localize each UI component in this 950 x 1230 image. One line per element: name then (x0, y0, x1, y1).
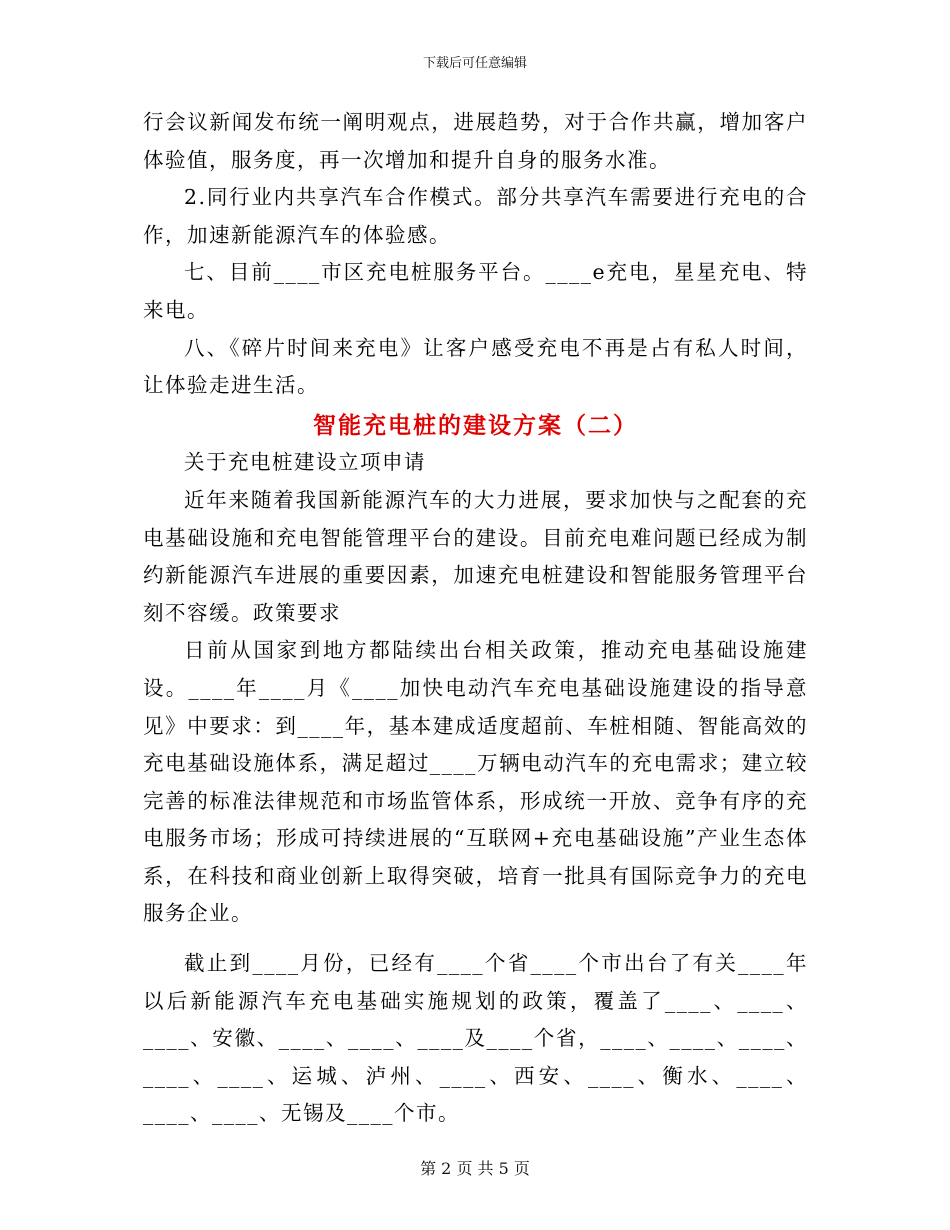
paragraph-section-8: 八、《碎片时间来充电》让客户感受充电不再是占有私人时间，让体验走进生活。 (143, 335, 808, 398)
document-body (143, 104, 808, 1133)
paragraph-subject: 关于充电桩建设立项申请 (184, 450, 426, 475)
paragraph-continued: 行会议新闻发布统一阐明观点，进展趋势，对于合作共赢，增加客户体验值，服务度，再一次增加和提升自身的服务水准。 (143, 110, 808, 172)
section-title: 智能充电桩的建设方案（二） (313, 411, 638, 439)
paragraph-coverage: 截止到____月份，已经有____个省____个市出台了有关____年以后新能源汽车充电基础实施规划的政策，覆盖了____、____、____、安徽、____、____、____及____个省，____、____、____、____、____、运城、泸州、____、西安、____、衡水、____、____、____、无锡及____个市。 (143, 951, 808, 1126)
paragraph-section-7: 七、目前____市区充电桩服务平台。____e充电，星星充电、特来电。 (143, 260, 808, 322)
paragraph-policy: 日前从国家到地方都陆续出台相关政策，推动充电基础设施建设。____年____月《____加快电动汽车充电基础设施建设的指导意见》中要求：到____年，基本建成适度超前、车桩相随、智能高效的充电基础设施体系，满足超过____万辆电动汽车的充电需求；建立较完善的标准法律规范和市场监管体系，形成统一开放、竞争有序的充电服务市场；形成可持续进展的“互联网+充电基础设施”产业生态体系，在科技和商业创新上取得突破，培育一批具有国际竞争力的充电服务企业。 (143, 638, 808, 926)
paragraph-item-2: 2.同行业内共享汽车合作模式。部分共享汽车需要进行充电的合作，加速新能源汽车的体验感。 (143, 185, 808, 247)
page-header: 下载后可任意编辑 (422, 56, 527, 71)
page-footer: 第 2 页 共 5 页 (420, 1159, 530, 1178)
paragraph-background: 近年来随着我国新能源汽车的大力进展，要求加快与之配套的充电基础设施和充电智能管理平台的建设。目前充电难问题已经成为制约新能源汽车进展的重要因素，加速充电桩建设和智能服务管理平台刻不容缓。政策要求 (143, 487, 808, 625)
